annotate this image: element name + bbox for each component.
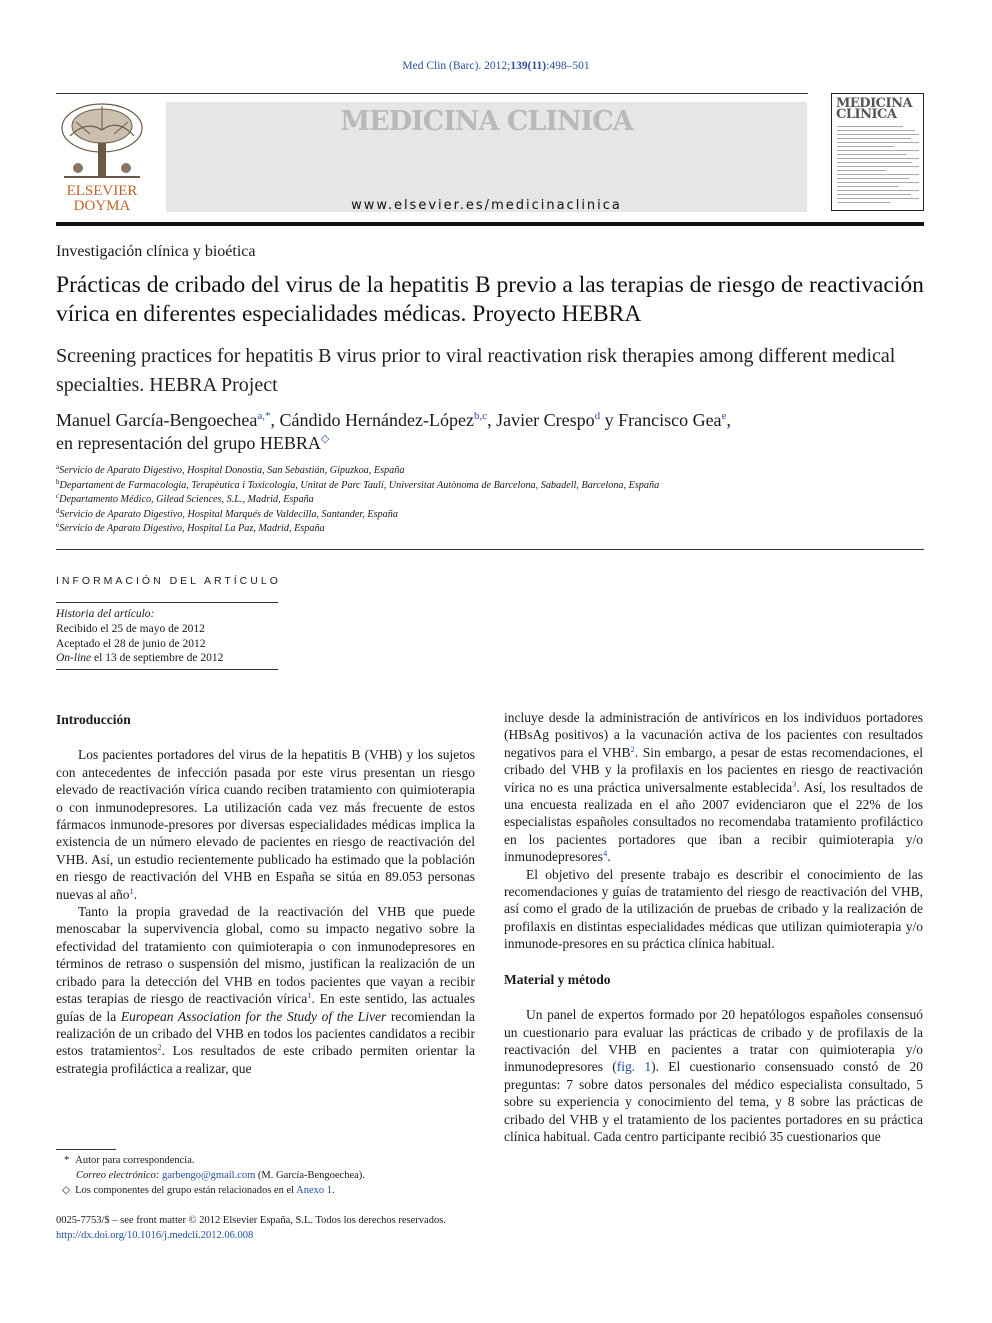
section-heading: Material y método — [504, 971, 611, 987]
elsevier-logo — [56, 100, 148, 212]
journal-cover-thumbnail — [831, 93, 924, 211]
affiliations — [56, 464, 926, 537]
article-title-es: Prácticas de cribado del virus de la hepatitis B previo a las terapias de riesgo de reactivación vírica en diferentes especialidades médicas. Proyecto HEBRA — [56, 272, 924, 327]
affiliation-item — [56, 522, 926, 537]
paragraph-text: . — [607, 849, 611, 865]
paragraph — [504, 1006, 923, 1145]
reference-link[interactable]: 1 — [307, 990, 312, 1001]
paragraph — [56, 903, 475, 1077]
footnotes — [56, 1153, 475, 1198]
article-info-heading: INFORMACIÓN DEL ARTÍCULO — [56, 575, 281, 587]
header-thick-rule — [56, 222, 924, 226]
header-rule — [56, 93, 808, 94]
annex-link[interactable]: Anexo 1 — [296, 1185, 332, 1196]
paragraph-text: ). El cuestionario consensuado constó de 20 preguntas: 7 sobre datos personales del médico especialista consultado, 5 sobre su experiencia y conocimiento del tema, y 8 sobre las prácticas de cribado del VHB y el tratamiento de los pacientes portadores en su práctica clínica habitual. Cada centro participante recibió 35 cuestionarios que — [504, 1059, 923, 1144]
online-date — [56, 651, 223, 666]
figure-link[interactable]: fig. 1 — [616, 1059, 652, 1075]
affil-text: Departament de Farmacologia, Terapèutica i Toxicologia, Unitat de Parc Taulí, Universitat Autònoma de Barcelona, Sabadell, Barcelona, España — [59, 479, 660, 491]
cover-title — [836, 98, 912, 120]
tree-icon — [56, 100, 148, 180]
body-column-right — [504, 709, 923, 1145]
citation-journal: Med Clin (Barc). 2012; — [402, 60, 511, 72]
affiliation-rule — [56, 549, 924, 550]
reference-link[interactable]: 4 — [602, 848, 608, 859]
footnote-mark: ◇ — [62, 1185, 71, 1196]
copyright-block — [56, 1213, 446, 1243]
paragraph-text: . — [133, 886, 138, 902]
reference-link[interactable]: 1 — [129, 885, 134, 896]
author-affil-link[interactable]: a,* — [257, 410, 271, 422]
email-link[interactable]: garbengo@gmail.com — [161, 1170, 256, 1181]
footnote-email — [56, 1168, 475, 1183]
footnote-text: . — [331, 1185, 335, 1196]
group-note-link[interactable]: ◇ — [320, 433, 330, 445]
publisher-name: ELSEVIER — [66, 183, 138, 199]
affil-text: Servicio de Aparato Digestivo, Hospital Donostia, San Sebastián, Gipuzkoa, España — [59, 465, 405, 476]
citation-volume: 139(11) — [510, 60, 547, 72]
paragraph-text: . Sin embargo, a pesar de estas recomendaciones, el cribado del VHB y la profilaxis en los pacientes en riesgo de reactivación vírica no es una práctica universalmente establecida — [504, 744, 923, 795]
author-affil-link[interactable]: e — [721, 410, 727, 422]
affil-key: e — [56, 521, 60, 529]
author-affil-link[interactable]: b,c — [473, 410, 488, 422]
paragraph-text: Los pacientes portadores del virus de la hepatitis B (VHB) y los sujetos con antecedentes de infección pasada por este virus presentan un riesgo elevado de reactivación vírica cuando reciben tratamiento con quimioterapia o con inmunodepresores. La utilización cada vez más frecuente de estos fármacos inmunode-presores por diversas especialidades médicas implica la existencia de un número elevado de pacientes en riesgo de reactivación del VHB. Así, un estudio recientemente publicado ha estimado que la población en riesgo de reactivación del VHB en España se sitúa en 89.053 personas nuevas al año — [56, 747, 475, 902]
paragraph — [56, 746, 475, 903]
affil-key: d — [56, 506, 60, 515]
reference-link[interactable]: 2 — [630, 743, 635, 754]
journal-url-link[interactable]: www.elsevier.es/medicinaclinica — [351, 198, 622, 213]
author-affil-link[interactable]: d — [594, 410, 601, 422]
footnote-correspondence — [56, 1153, 475, 1168]
paragraph: El objetivo del presente trabajo es describir el conocimiento de las recomendaciones y guías de tratamiento del riesgo de reactivación del VHB, así como el grado de la utilización de pruebas de cribado y la realización de profilaxis en distintas especialidades médicas que utilizan quimioterapia y/o inmunode-presores en su práctica clínica habitual. — [504, 866, 923, 952]
paragraph — [504, 709, 923, 866]
doi-link[interactable]: http://dx.doi.org/10.1016/j.medcli.2012.06.008 — [56, 1230, 254, 1241]
affil-text: Servicio de Aparato Digestivo, Hospital La Paz, Madrid, España — [59, 523, 325, 534]
issn-copyright: 0025-7753/$ – see front matter © 2012 Elsevier España, S.L. Todos los derechos reservados. — [56, 1215, 446, 1226]
paragraph-text: . Así, los resultados de una encuesta realizada en el año 2007 evidenciaron que el 22% de los especialistas españoles consultados no recomendaba tratamiento profiláctico en los pacientes portadores que iban a recibir quimioterapia y/o inmunodepresores — [504, 779, 924, 865]
cover-text-lines — [837, 126, 919, 206]
author-sep: , — [726, 410, 731, 430]
affiliation-item — [56, 493, 926, 508]
footnote-text: Autor para correspondencia. — [75, 1155, 195, 1166]
footnote-group — [56, 1183, 475, 1198]
footnote-rule — [56, 1149, 116, 1150]
affil-key: b — [56, 477, 60, 486]
affil-key: c — [56, 492, 60, 500]
paragraph-text: Un panel de expertos formado por 20 hepatólogos españoles consensuó un cuestionario para evaluar las prácticas de cribado y de profilaxis de la reactivación del VHB en pacientes a tratar con quimioterapia y/o inmunodepresores ( — [504, 1007, 923, 1075]
reference-link[interactable]: 2 — [157, 1042, 162, 1053]
paragraph-text: . Los resultados de este cribado permiten orientar la estrategia profiláctica a realizar, que — [56, 1043, 475, 1076]
email-label: Correo electrónico: — [76, 1170, 160, 1181]
author-group: en representación del grupo HEBRA — [56, 433, 321, 453]
affil-key: a — [56, 463, 60, 471]
body-column-left — [56, 711, 475, 1077]
history-label: Historia del artículo: — [56, 608, 155, 620]
footnote-text: Los componentes del grupo están relacionados en el — [75, 1185, 297, 1196]
affiliation-item — [56, 464, 926, 479]
received-date: Recibido el 25 de mayo de 2012 — [56, 622, 205, 635]
online-date-value: el 13 de septiembre de 2012 — [91, 652, 224, 665]
section-heading: Introducción — [56, 712, 131, 727]
footnote-mark: * — [64, 1155, 70, 1166]
journal-banner — [166, 102, 807, 212]
author-name: , Javier Crespo — [487, 410, 595, 430]
paragraph-text: recomiendan la realización de un cribado del VHB en todos los pacientes candidatos a recibir estos tratamientos — [56, 1008, 475, 1059]
affil-text: Servicio de Aparato Digestivo, Hospital Marqués de Valdecilla, Santander, España — [59, 508, 398, 520]
article-section: Investigación clínica y bioética — [56, 243, 256, 260]
affil-text: Departamento Médico, Gilead Sciences, S.L., Madrid, España — [59, 494, 314, 505]
paragraph-text: Tanto la propia gravedad de la reactivación del VHB que puede menoscabar la supervivencia global, como su impacto negativo sobre la efectividad del tratamiento con quimioterapia o con inmunodepresores en términos de retraso o suspensión del mismo, justifican la realización de un cribado para la detección del VHB en todos pacientes que vayan a recibir estas terapias de riesgo de reactivación vírica — [56, 904, 475, 1007]
affiliation-item — [56, 479, 926, 494]
journal-citation — [0, 60, 992, 72]
info-rule-top — [56, 602, 278, 603]
info-rule-bottom — [56, 669, 278, 670]
affiliation-item — [56, 508, 926, 523]
article-title-en: Screening practices for hepatitis B virus prior to viral reactivation risk therapies among different medical specialties. HEBRA Project — [56, 345, 896, 396]
citation-pages: :498–501 — [546, 60, 590, 72]
article-history — [56, 607, 223, 666]
reference-link[interactable]: 3 — [792, 778, 797, 789]
cover-title-line2: CLINICA — [836, 107, 897, 122]
author-list — [56, 409, 926, 455]
journal-name: MEDICINA CLINICA — [340, 106, 633, 137]
author-name: Manuel García-Bengoechea — [56, 410, 258, 430]
publisher-name-2: DOYMA — [73, 198, 131, 214]
email-owner: (M. García-Bengoechea). — [255, 1170, 365, 1181]
author-name: , Cándido Hernández-López — [270, 410, 474, 430]
paragraph-italic: European Association for the Study of the Liver — [120, 1008, 387, 1024]
paragraph-text: . En este sentido, las actuales guías de la — [56, 991, 476, 1024]
online-label: On-line — [56, 652, 92, 665]
author-name: y Francisco Gea — [600, 410, 722, 430]
accepted-date: Aceptado el 28 de junio de 2012 — [56, 637, 206, 650]
paragraph-text: incluye desde la administración de antivíricos en los individuos portadores (HBsAg positivos) a la vacunación activa de los pacientes con resultados negativos para el VHB — [504, 710, 923, 760]
cover-title-line1: MEDICINA — [836, 96, 913, 111]
